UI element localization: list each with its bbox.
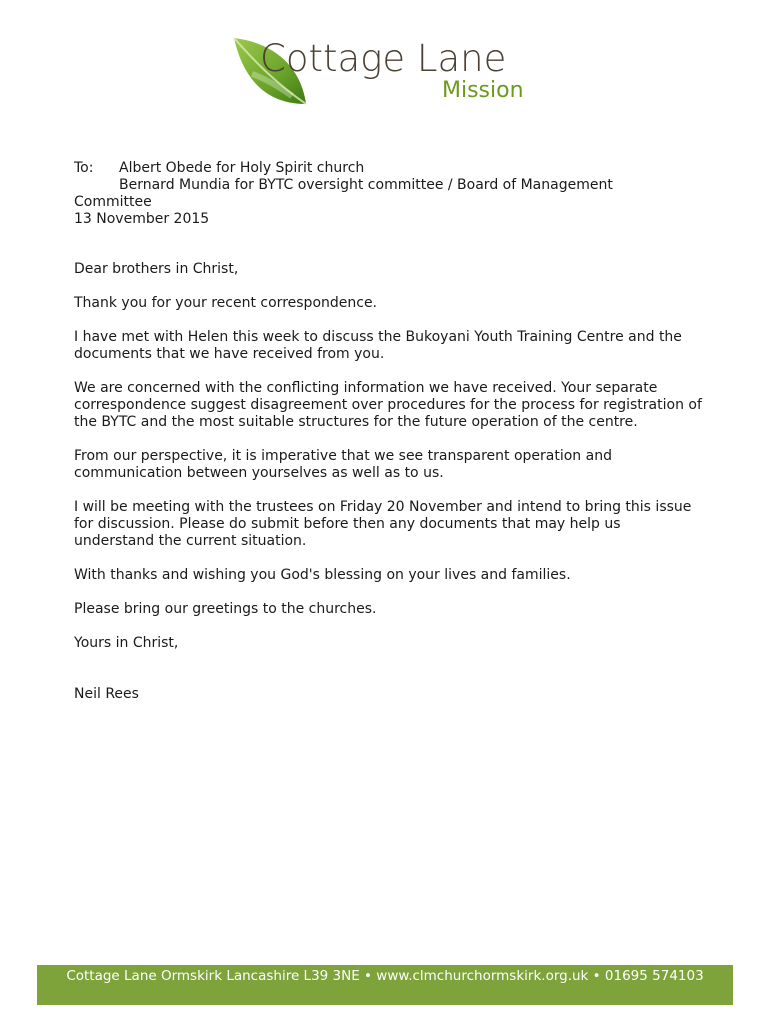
paragraph: Please bring our greetings to the churches. bbox=[74, 601, 377, 617]
paragraph: From our perspective, it is imperative that we see transparent operation and communication between yourselves as well as to us. bbox=[74, 448, 612, 481]
paragraph: I have met with Helen this week to discuss the Bukoyani Youth Training Centre and the documents that we have received from you. bbox=[74, 329, 682, 362]
signature: Neil Rees bbox=[74, 686, 139, 702]
logo bbox=[232, 34, 542, 108]
paragraph: I will be meeting with the trustees on Friday 20 November and intend to bring this issue for discussion. Please do submit before then any documents that may help us understand the current situation. bbox=[74, 499, 692, 549]
to-label: To: bbox=[74, 160, 94, 176]
letter-body bbox=[74, 160, 704, 703]
logo-name: Cottage Lane bbox=[260, 37, 507, 80]
recipient-2-continued: Committee bbox=[74, 194, 152, 210]
salutation: Dear brothers in Christ, bbox=[74, 261, 239, 277]
closing: Yours in Christ, bbox=[74, 635, 179, 651]
logo-subtitle: Mission bbox=[442, 78, 524, 103]
recipient-2: Bernard Mundia for BYTC oversight committee / Board of Management bbox=[119, 177, 613, 193]
footer-bar bbox=[37, 965, 733, 1005]
paragraph: Thank you for your recent correspondence. bbox=[74, 295, 378, 311]
recipient-1: Albert Obede for Holy Spirit church bbox=[119, 160, 365, 176]
paragraph: With thanks and wishing you God's blessing on your lives and families. bbox=[74, 567, 571, 583]
recipients bbox=[74, 160, 704, 211]
paragraph: We are concerned with the conflicting information we have received. Your separate correspondence suggest disagreement over procedures for the process for registration of the BYTC and the most suitable structures for the future operation of the centre. bbox=[74, 380, 702, 430]
footer-contact: Cottage Lane Ormskirk Lancashire L39 3NE • www.clmchurchormskirk.org.uk • 01695 574103 bbox=[66, 968, 704, 984]
letter-date: 13 November 2015 bbox=[74, 211, 210, 227]
